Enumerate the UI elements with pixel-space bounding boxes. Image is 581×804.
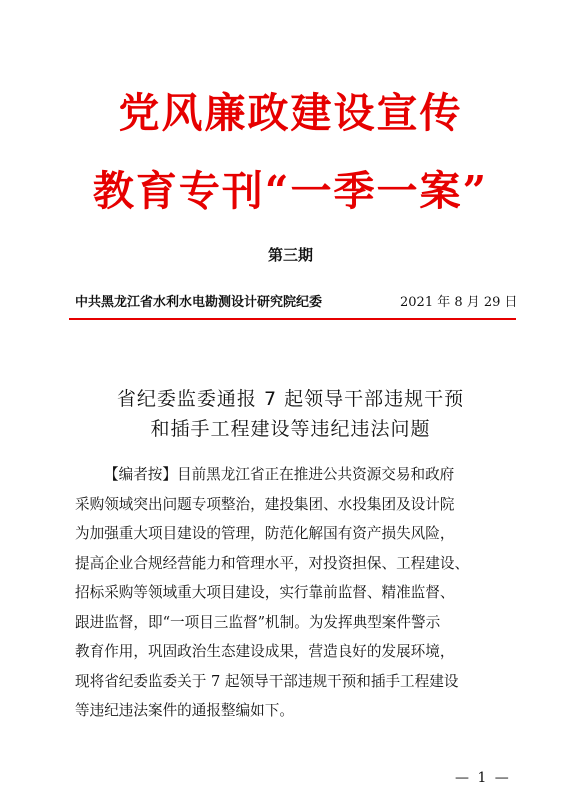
header-divider: [69, 318, 516, 320]
body-line: 采购领域突出问题专项整治，建投集团、水投集团及设计院: [75, 495, 455, 513]
article-headline: [0, 384, 581, 444]
body-line: 为加强重大项目建设的管理，防范化解国有资产损失风险，: [75, 525, 455, 542]
masthead-title-line2: 教育专刊“一季一案”: [92, 167, 489, 215]
body-line: 现将省纪委监委关于 7 起领导干部违规干预和插手工程建设: [75, 672, 459, 690]
issue-date: 2021 年 8 月 29 日: [400, 295, 518, 310]
body-line: 招标采购等领域重大项目建设，实行靠前监督、精准监督、: [75, 584, 455, 601]
headline-line: 省纪委监委通报 7 起领导干部违规干预: [116, 388, 465, 410]
headline-line: 和插手工程建设等违纪违法问题: [150, 418, 431, 440]
body-line: 等违纪违法案件的通报整编如下。: [75, 702, 294, 719]
body-line: 教育作用，巩固政治生态建设成果，营造良好的发展环境，: [75, 643, 455, 660]
issue-number: 第三期: [267, 246, 313, 264]
body-line: 【编者按】目前黑龙江省正在推进公共资源交易和政府: [104, 466, 455, 483]
body-line: 提高企业合规经营能力和管理水平，对投资担保、工程建设、: [75, 554, 470, 572]
article-body: [75, 460, 515, 726]
issuing-organization: 中共黑龙江省水利水电勘测设计研究院纪委: [75, 295, 323, 310]
page-number: — 1 —: [455, 770, 511, 786]
body-line: 跟进监督，即“一项目三监督”机制。为发挥典型案件警示: [75, 613, 441, 631]
masthead-title-line1: 党风廉政建设宣传: [118, 89, 463, 137]
